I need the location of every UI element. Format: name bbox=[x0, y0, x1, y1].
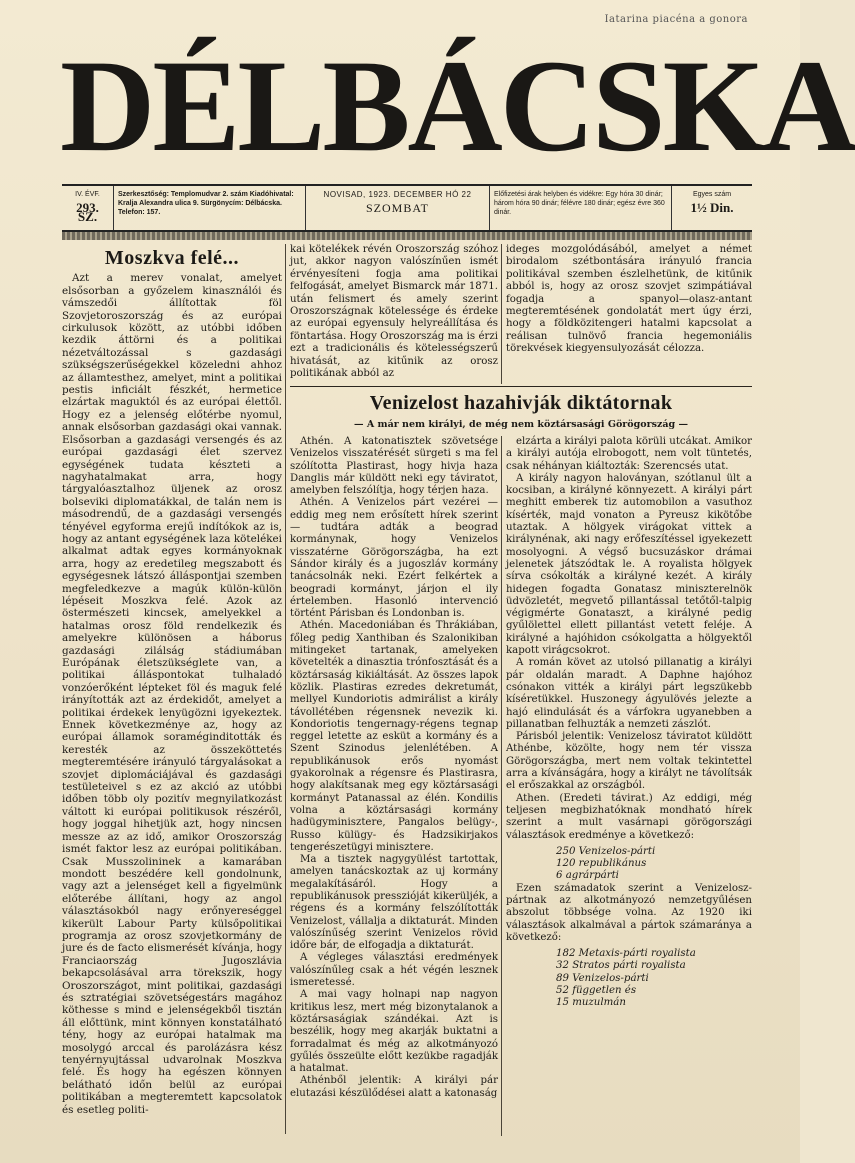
single-price-box bbox=[672, 186, 752, 230]
result-line: 15 muzulmán bbox=[556, 997, 626, 1009]
article-paragraph: Azt a merev vonalat, amelyet elsősorban a győzelem kinasználói és vámszedői állítottak föl Szovjetoroszország és az európai cirkulusok között, az utóbbi időben kezdik áttörni és a politikai nézetváltozással s gazdasági szükségszerűségekkel közeledni ahhoz az államtesthez, amelyet, mint a politikai pestis inficiált fészkét, hermetice elzártak maguktól és az európai élettől. Hogy ez a jelenség előtérbe nyomul, annak elsősorban gazdasági okai vannak. Elsősorban a gazdasági versengés és az európai gazdasági élet szervez egységének tudata készteti a nagyhatalmakat arra, hogy tárgyalóasztalhoz üljenek az orosz bolseviki diplomatákkal, de talán nem is másodrendű, de a gazdasági versengés tényével egyforma erejű indítókok az is, hogy az antant egységének laza kötelékei alkalmat adtak egyes kormányoknak arra, hogy az eredetileg megszabott és egységesnek látszó álláspontjai szemben megfeledkezve a magúk külön-külön lépéseit Moszkva felé. Azok az östermészeti kincsek, amelyekkel a hatalmas orosz föld rendelkezik és amelyekre különösen a háborus gazdasági zilálság stádiumában Európának életszükséglete van, a politikai álláspontokat tulhaladó vonzóerőként lépteket föl és maguk felé irányították azt az érdekidőt, amelyet a politikai érdekek lenyügözni igyekeztek. Ennek következménye az, hogy az európai államok soraméginditották és keresték az összeköttetés megteremtésére irányuló tárgyalásokat a szovjet diplomáciájával és gazdasági testületeivel s ez az akció az utóbbi időben több oly pozitív megnyilatkozást váltott ki európai politikusok részéről, hogy joggal hihetjük azt, hogy nincsen messze az az idő, amikor Oroszország ismét faktor lesz az európai politikában. Csak Musszolininek a kamarában mondott beszédére kell gondolnunk, vagy azt a jelenséget kell a figyelmünk előterébe állítani, hogy az angol választásokból nagy erőnyereséggel kikerült Labour Party külsőpolitikai programja az orosz szovjetkormány de jure és de facto elismerését kívánja, hogy Franciaország Jugoszlávia bekapcsolásával arra törekszik, hogy Oroszországot, mint politikai, gazdasági és sztratégiai szövetségestárs magához köthesse s mind e jelenségekből tisztán áll előttünk, mint könnyen konstatálható tény, hogy az európai hatalmak ma mosolygó arccal és parolázásra kész tenyérnyujtással udvarolnak Moszkva felé. És hogy ha egészen könnyen belátható időn belül az európai politikában a megteremtett kapcsolatok és esetleg politi- bbox=[62, 272, 282, 1116]
date-line: NOVISAD, 1923. DECEMBER HÓ 22 bbox=[323, 190, 472, 199]
article-paragraph: kai kötelékek révén Oroszország szóhoz jut, akkor nagyon valószínűen ismét érvényesíteni fogja ama politikai felfogását, amelyet Bismarck már 1871. után felismert és amely szerint Oroszországnak kötelessége és érdeke az európai egyensuly helyreállítása és föntartása. Hogy Oroszország ma is érzi ezt a tradicionális és kötelességszerű hivatását, az kitűnik az orosz politikának abból az bbox=[290, 244, 498, 380]
article-venizelos-col-b bbox=[506, 436, 752, 1010]
decorative-rule bbox=[62, 232, 752, 240]
result-line: 52 független és bbox=[556, 985, 637, 997]
article-paragraph: elzárta a királyi palota körüli utcákat. Amikor a királyi autója elrobogott, nem volt tüntetés, csak néhányan kiáltozták: Szerencsés utat. bbox=[506, 436, 752, 472]
issue-number: 293. SZ. bbox=[76, 200, 99, 224]
article-moszkva-continued bbox=[506, 244, 752, 356]
article-paragraph: A román követ az utolsó pillanatig a királyi pár oldalán maradt. A Daphne hajóhoz csónakon vitték a királyi párt legszükebb kíséretükkel. Huszonegy ágyulövés jelezte a hajó elindulását és a várfokra ugyanebben a pillanatban felhuzták a nemzeti zászlót. bbox=[506, 657, 752, 730]
masthead-title: DÉLBÁCSKA bbox=[60, 32, 855, 179]
subscription-prices: Előfizetési árak helyben és vidékre: Egy hóra 30 dinár; három hóra 90 dinár; félévre 180 dinár; egész évre 360 dinár. bbox=[490, 186, 672, 230]
result-line: 32 Stratos párti royalista bbox=[556, 960, 686, 972]
weekday: SZOMBAT bbox=[365, 201, 429, 215]
article-paragraph: Athén. A Venizelos párt vezérei — eddig meg nem erősített hírek szerint — tudtára adták a beograd kormánynak, hogy Venizelos visszatérne Görögországba, ha ezt Sándor király és a jugoszláv kormány tanácsolnák neki. Ezért felkértek a beogradi kormányt, járjon el ily értelemben. Hasonló intervenció történt Párisban és Londonban is. bbox=[290, 497, 498, 620]
article-paragraph: ideges mozgolódásából, amelyet a német birodalom szétbontására irányuló francia politikával szemben észlelhetünk, de kitűnik abból is, hogy az orosz szovjet szimpátiával fogadja a spanyol—olasz-antant megteremtésének gondolatát mert úgy érzi, hogy a földközitengeri hatalmi kapcsolat a reálisan tulnövő francia hegemoniális törekvések kiegyensulyozását célozza. bbox=[506, 244, 752, 355]
editorial-info: Szerkesztőség: Templomudvar 2. szám Kiadóhivatal: Kralja Alexandra ulica 9. Sürgönycím: Délbácska. Telefon: 157. bbox=[114, 186, 306, 230]
article-venizelos-col-a bbox=[290, 436, 498, 1100]
article-moszkva bbox=[62, 247, 282, 1116]
year-label: IV. ÉVF. bbox=[75, 191, 100, 198]
article-paragraph: A végleges választási eredmények valószínűleg csak a hét végén lesznek ismeretessé. bbox=[290, 952, 498, 989]
info-bar bbox=[62, 184, 752, 232]
article-paragraph: Ezen számadatok szerint a Venizelosz-pártnak az alkotmányozó nemzetgyűlésen abszolut többsége volna. Az 1920 iki választások alkalmával a pártok számaránya a következő: bbox=[506, 882, 752, 943]
article-paragraph: A király nagyon haloványan, szótlanul ült a kocsiban, a királyné könnyezett. A királyi párt meghitt emberek tiz automobilon a vasuthoz kísérték, majd vonaton a Pyreusz kikötőbe utaztak. A hölgyek virágokat vittek a királynénak, aki nagy erőfeszítéssel igyekezett mosolyogni. A végső bucsuzáskor drámai jelenetek játszódtak le. A royalista hölgyek sírva csókolták a királyné kezét. A király hidegen fogadta Gonatasz miniszterelnök üdvözletét, megvető pillantással tetőtől-talpig végigmérte Gonataszt, a királyné pedig gyűlölettel ellett pillantást vetett feléje. A királyné a hajóhidon csókolgatta a hölgyektől kapott virágcsokrot. bbox=[506, 472, 752, 657]
result-line: 250 Venizelos-párti bbox=[556, 845, 656, 857]
article-paragraph: A mai vagy holnapi nap nagyon kritikus lesz, mert még bizonytalanok a köztársaságiak szándékai. Azt is beszélik, hogy meg akarják buktatni a forradalmat és még az alkotmányozó gyűlés összeülte előtt kezükbe ragadják a hatalmat. bbox=[290, 989, 498, 1075]
article-paragraph: Athénből jelentik: A királyi pár elutazási készülődései alatt a katonaság bbox=[290, 1075, 498, 1099]
article-venizelos-header bbox=[290, 392, 752, 430]
section-divider bbox=[290, 386, 752, 387]
result-line: 120 republikánus bbox=[556, 858, 647, 870]
result-line: 6 agrárpárti bbox=[556, 870, 619, 882]
top-note: Iatarina piacéna a gonora bbox=[604, 14, 748, 25]
column-divider bbox=[501, 244, 502, 384]
column-divider bbox=[501, 436, 502, 1136]
issue-box bbox=[62, 186, 114, 230]
article-paragraph: Athén. A katonatisztek szövetsége Venizelos visszatérését sürgeti s ma fel szólította Plastirast, hogy hivja haza Danglis már küldött neki egy táviratot, amelyben felszólítja, hogy térjen haza. bbox=[290, 436, 498, 497]
single-label: Egyes szám bbox=[692, 191, 732, 198]
article-subtitle: — A már nem királyi, de még nem köztársasági Görögország — bbox=[354, 419, 688, 430]
article-paragraph: Párisból jelentik: Venizelosz táviratot küldött Athénbe, közölte, hogy nem tér vissza Görögországba, mert nem voltak tekintettel arra a kívánságára, hogy a királyt ne távolítsák el erőszakkal az országból. bbox=[506, 731, 752, 792]
result-line: 89 Venizelos-párti bbox=[556, 972, 649, 984]
result-line: 182 Metaxis-párti royalista bbox=[556, 948, 696, 960]
election-results-1920 bbox=[556, 948, 752, 1009]
column-divider bbox=[285, 244, 286, 1134]
date-box bbox=[306, 186, 490, 230]
article-moszkva-continued bbox=[290, 244, 498, 380]
article-paragraph: Ma a tisztek nagygyülést tartottak, amelyen tanácskoztak az uj kormány megalakításáról. Hogy a republikánusok presszióját kikerüljék, a régens és a kormány felszólították Venizelost, vállalja a diktaturát. Minden valószínűség szerint Venizelos rövid időre bár, de elfogadja a diktaturát. bbox=[290, 854, 498, 952]
single-price: 1½ Din. bbox=[690, 200, 734, 215]
article-paragraph: Athen. (Eredeti távirat.) Az eddigi, még teljesen megbizhatóknak mondható hírek szerint a mult vasárnapi görögországi választások eredménye a következő: bbox=[506, 792, 752, 841]
article-paragraph: Athén. Macedoniában és Thrákiában, főleg pedig Xanthiban és Szalonikiban mitingeket tartanak, amelyeken követelték a dinasztia trónfosztását és a köztársaság kikiáltását. Az összes lapok közlik. Plastiras ezredes dekretumát, mellyel Kundoriotis admirálist a király távollétében régensnek nevezik ki. Kondoriotis tengernagy-régens tegnap reggel letette az esküt a kormány és a Szent Szinodus jelenlétében. A republikánusok erős nyomást gyakorolnak a régensre és Plastirasra, hogy alakítsanak meg egy köztársasági kormányt Patanassal az élén. Kondilis volna a köztársasági kormány hadügyminisztere, Pangalos belügy-, Russo külügy- és Hadzsikirjakos tengerészetügyi minisztere. bbox=[290, 620, 498, 853]
article-title: Venizelost hazahivják diktátornak bbox=[369, 392, 673, 414]
article-title: Moszkva felé... bbox=[104, 247, 240, 269]
election-results bbox=[556, 846, 752, 883]
